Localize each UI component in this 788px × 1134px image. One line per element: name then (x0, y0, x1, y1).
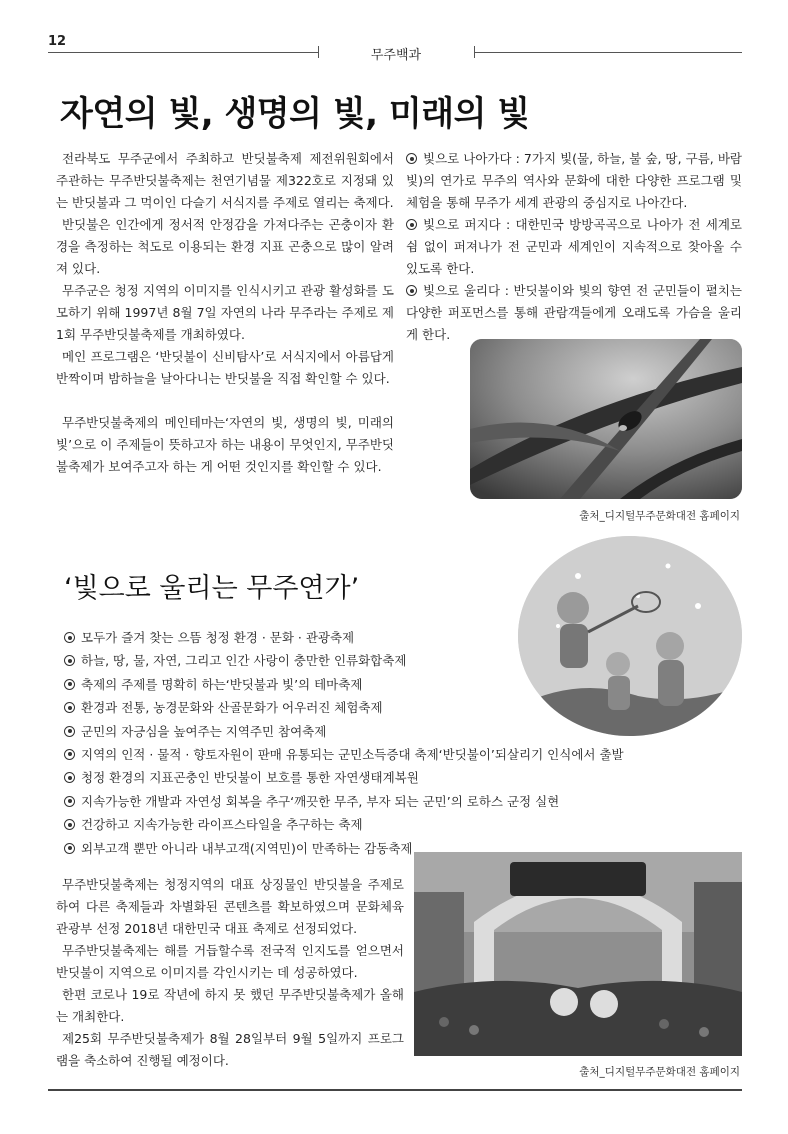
circle-dot-icon (64, 749, 75, 760)
paragraph: 무주군은 청정 지역의 이미지를 인식시키고 관광 활성화를 도모하기 위해 1997년 8월 7일 자연의 나라 무주라는 주제로 제1회 무주반딧불축제를 개최하였다. (56, 283, 394, 342)
list-item: 청정 환경의 지표곤충인 반딧불이 보호를 통한 자연생태계복원 (64, 766, 724, 789)
footer-rule (48, 1089, 742, 1091)
article-title: 자연의 빛, 생명의 빛, 미래의 빛 (60, 94, 530, 134)
paragraph: 반딧불은 인간에게 정서적 안정감을 가져다주는 곤충이자 환경을 측정하는 척도로 이용되는 환경 지표 곤충으로 많이 알려져 있다. (56, 217, 394, 276)
list-item: 군민의 자긍심을 높여주는 지역주민 참여축제 (64, 720, 724, 743)
paragraph: 무주반딧불축제는 해를 거듭할수록 전국적 인지도를 얻으면서 반딧불이 지역으로 이미지를 각인시키는 데 성공하였다. (56, 943, 404, 980)
festival-goals-list (64, 626, 724, 860)
circle-dot-icon (64, 843, 75, 854)
circle-dot-icon (64, 632, 75, 643)
list-item: 하늘, 땅, 물, 자연, 그리고 인간 사랑이 충만한 인류화합축제 (64, 649, 724, 672)
theme-item (406, 148, 742, 214)
theme-item-text: 빛으로 나아가다 : 7가지 빛(물, 하늘, 불 숲, 땅, 구름, 바람빛)의 연가로 무주의 역사와 문화에 대한 다양한 프로그램 및 체험을 통해 무주가 세계 관광의 중심지로 나아간다. (406, 151, 742, 210)
list-item: 모두가 즐겨 찾는 으뜸 청정 환경 · 문화 · 관광축제 (64, 626, 724, 649)
theme-item-text: 빛으로 퍼지다 : 대한민국 방방곡곡으로 나아가 전 세계로 쉼 없이 퍼져나가 전 군민과 세계인이 지속적으로 찾아올 수 있도록 한다. (406, 217, 742, 276)
theme-item (406, 214, 742, 280)
photo-caption: 출처_디지털무주문화대전 홈페이지 (579, 1066, 740, 1078)
circle-dot-icon (406, 285, 417, 296)
list-item: 외부고객 뿐만 아니라 내부고객(지역민)이 만족하는 감동축제 (64, 837, 724, 860)
page-number: 12 (48, 34, 67, 49)
paragraph: 무주반딧불축제의 메인테마는‘자연의 빛, 생명의 빛, 미래의 빛’으로 이 주제들이 뜻하고자 하는 내용이 무엇인지, 무주반딧불축제가 보여주고자 하는 게 어떤 것인지를 확인할 수 있다. (56, 415, 394, 474)
list-item: 축제의 주제를 명확히 하는‘반딧불과 빛’의 테마축제 (64, 673, 724, 696)
list-item: 건강하고 지속가능한 라이프스타일을 추구하는 축제 (64, 813, 724, 836)
list-item: 지역의 인적 · 물적 · 향토자원이 판매 유통되는 군민소득증대 축제‘반딧불이’되살리기 인식에서 출발 (64, 743, 724, 766)
list-item: 환경과 전통, 농경문화와 산골문화가 어우러진 체험축제 (64, 696, 724, 719)
running-head: 무주백과 (370, 48, 422, 63)
theme-item (406, 280, 742, 346)
paragraph: 메인 프로그램은 ‘반딧불이 신비탐사’로 서식지에서 아름답게 반짝이며 밤하늘을 날아다니는 반딧불을 직접 확인할 수 있다. (56, 349, 394, 386)
circle-dot-icon (64, 655, 75, 666)
circle-dot-icon (64, 679, 75, 690)
theme-text-column (406, 148, 742, 346)
paragraph-spacer (56, 390, 394, 412)
header-rule-tick (318, 46, 319, 58)
festival-crowd-photo-graphic (414, 852, 742, 1056)
intro-text-column (56, 148, 394, 478)
section-title: ‘빛으로 울리는 무주연가’ (64, 573, 360, 604)
closing-text-column (56, 874, 404, 1072)
circle-dot-icon (64, 796, 75, 807)
firefly-photo-graphic (470, 339, 742, 499)
paragraph: 전라북도 무주군에서 주최하고 반딧불축제 제전위원회에서 주관하는 무주반딧불축제는 천연기념물 제322호로 지정돼 있는 반딧불과 그 먹이인 다슬기 서식지를 주제로 열리는 축제다. (56, 151, 394, 210)
paragraph: 무주반딧불축제는 청정지역의 대표 상징물인 반딧불을 주제로 하여 다른 축제들과 차별화된 콘텐츠를 확보하였으며 문화체육관광부 선정 2018년 대한민국 대표 축제로 선정되었다. (56, 877, 404, 936)
paragraph: 제25회 무주반딧불축제가 8월 28일부터 9월 5일까지 프로그램을 축소하여 진행될 예정이다. (56, 1031, 404, 1068)
festival-crowd-photo (414, 852, 742, 1056)
theme-item-text: 빛으로 울리다 : 반딧불이와 빛의 향연 전 군민들이 펼치는 다양한 퍼포먼스를 통해 관람객들에게 오래도록 가슴을 울리게 한다. (406, 283, 742, 342)
circle-dot-icon (406, 153, 417, 164)
header-rule-left (48, 52, 318, 53)
circle-dot-icon (64, 702, 75, 713)
paragraph: 한편 코로나 19로 작년에 하지 못 했던 무주반딧불축제가 올해는 개최한다. (56, 987, 404, 1024)
header-rule-right (474, 52, 742, 53)
circle-dot-icon (64, 772, 75, 783)
list-item: 지속가능한 개발과 자연성 회복을 추구‘깨끗한 무주, 부자 되는 군민’의 로하스 군정 실현 (64, 790, 724, 813)
circle-dot-icon (64, 726, 75, 737)
circle-dot-icon (406, 219, 417, 230)
circle-dot-icon (64, 819, 75, 830)
firefly-photo (470, 339, 742, 499)
photo-caption: 출처_디지털무주문화대전 홈페이지 (579, 510, 740, 522)
